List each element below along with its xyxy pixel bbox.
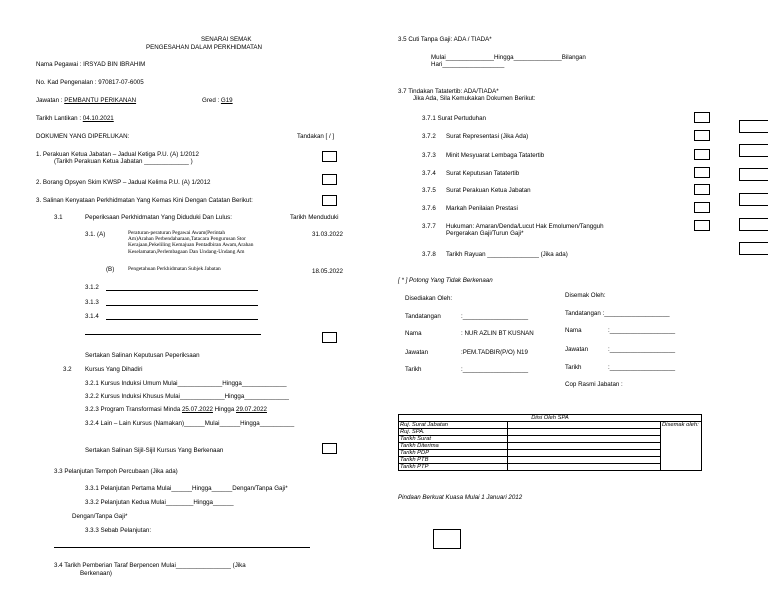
kursus-3-2-4: 3.2.4 Lain – Lain Kursus (Namakan)______Mulai______Hingga__________ (85, 420, 295, 427)
lanjut-3-3-1: 3.3.1 Pelanjutan Pertama Mulai______Hingga______Dengan/Tanpa Gaji* (85, 485, 288, 492)
blank-box[interactable] (433, 529, 461, 549)
jawatan-value: PEMBANTU PERIKANAN (64, 97, 137, 104)
checkbox-item-1[interactable] (322, 151, 337, 162)
lanjut-3-3-3: 3.3.3 Sebab Pelanjutan: (85, 527, 152, 534)
spa-row-value[interactable] (508, 464, 661, 471)
exam-extra-line (85, 328, 261, 335)
nama-pegawai: Nama Pegawai : IRSYAD BIN IBRAHIM (36, 61, 146, 68)
item-3-2-num: 3.2 (63, 366, 72, 373)
spa-row-label: Tarikh Surat (399, 436, 508, 443)
disediakan-oleh: Disediakan Oleh: (405, 295, 453, 302)
potong-note: [ * ] Potong Yang Tidak Berkenaan (398, 277, 493, 284)
checkbox-3-7-5[interactable] (694, 184, 710, 195)
tatatertib-3-7-2-num: 3.7.2 (422, 133, 436, 140)
spa-row-label: Tarikh Diterima (399, 443, 508, 450)
item-3: 3. Salinan Kenyataan Perkhidmatan Yang Kemas Kini Dengan Catatan Berikut: (36, 197, 253, 204)
spa-row-label: Tarikh PTP (399, 464, 508, 471)
item-3-7: 3.7 Tindakan Tatatertib: ADA/TIADA* (398, 88, 499, 95)
disemak-oleh-heading: Disemak Oleh: (565, 292, 606, 299)
item-1: 1. Perakuan Ketua Jabatan – Jadual Ketiga P.U. (A) 1/2012 (36, 151, 199, 158)
spa-row-value[interactable] (508, 457, 661, 464)
tatatertib-3-7-6: Markah Penilaian Prestasi (446, 205, 518, 212)
right-tarikh-value: :___________________ (608, 364, 676, 371)
spa-row-label: Ruj. Surat Jabatan (399, 422, 508, 429)
exam-3-1-4-num: 3.1.4 (85, 313, 99, 320)
tatatertib-3-7-1: 3.7.1 Surat Pertuduhan (422, 115, 486, 122)
item-3-1-num: 3.1 (54, 214, 63, 221)
jawatan-label: Jawatan : (36, 97, 65, 104)
dengan-tanpa-gaji: Dengan/Tanpa Gaji* (72, 513, 128, 520)
checkbox-3-7-6[interactable] (694, 202, 710, 213)
checkbox-extra-3[interactable] (739, 168, 768, 181)
spa-row-label: Ruj. SPA. (399, 429, 508, 436)
tatatertib-3-7-3: Minit Mesyuarat Lembaga Tatatertib (446, 152, 545, 159)
item-3-3: 3.3 Pelanjutan Tempoh Percubaan (Jika ada) (54, 468, 178, 475)
exam-b-date: 18.05.2022 (312, 268, 343, 275)
right-tandatangan: Tandatangan :___________________ (565, 310, 670, 317)
checkbox-extra-5[interactable] (739, 218, 768, 231)
item-3-5: 3.5 Cuti Tanpa Gaji: ADA / TIADA* (398, 36, 492, 43)
gred-value: G19 (220, 97, 233, 104)
left-jawatan-label: Jawatan (405, 349, 429, 356)
left-tandatangan-label: Tandatangan (405, 313, 441, 320)
checkbox-extra-4[interactable] (739, 193, 768, 206)
item-3-7-sub: Jika Ada, Sila Kemukakan Dokumen Berikut: (413, 95, 536, 102)
kursus-3-2-2: 3.2.2 Kursus Induksi Khusus Mulai_____________Hingga_____________ (85, 393, 290, 400)
kursus-3-2-3-start: 25.07.2022 (181, 406, 213, 413)
checkbox-3-7-7[interactable] (694, 220, 710, 231)
left-tarikh-label: Tarikh (405, 366, 422, 373)
blank-line (106, 284, 258, 291)
exam-3-1-3-num: 3.1.3 (85, 299, 99, 306)
exam-3-1-3 (85, 299, 258, 306)
blank-line (54, 541, 310, 548)
checkbox-extra-1[interactable] (739, 120, 768, 133)
kursus-3-2-1: 3.2.1 Kursus Induksi Umum Mulai_____________Hingga_____________ (85, 380, 287, 387)
checkbox-extra-2[interactable] (739, 144, 768, 157)
tatatertib-3-7-8: Tarikh Rayuan _______________ (Jika ada) (446, 251, 568, 258)
left-nama-label: Nama (405, 330, 422, 337)
spa-table (398, 414, 702, 471)
sertakan-keputusan: Sertakan Salinan Keputusan Peperiksaan (85, 352, 200, 359)
lantikan-row (36, 115, 114, 122)
tatatertib-3-7-6-num: 3.7.6 (422, 205, 436, 212)
spa-row-value[interactable] (508, 450, 661, 457)
checkbox-sijil[interactable] (322, 443, 337, 454)
lantikan-label: Tarikh Lantikan : (36, 115, 83, 122)
cop-rasmi: Cop Rasmi Jabatan : (565, 381, 623, 388)
tatatertib-3-7-5: Surat Perakuan Ketua Jabatan (446, 187, 531, 194)
title-line-1: SENARAI SEMAK (201, 36, 252, 43)
spa-row-value[interactable] (508, 436, 661, 443)
tandakan-heading: Tandakan [ / ] (297, 133, 335, 140)
tatatertib-3-7-8-num: 3.7.8 (422, 251, 436, 258)
blank-line (106, 313, 258, 320)
tatatertib-3-7-3-num: 3.7.3 (422, 152, 436, 159)
right-tarikh-label: Tarikh (565, 364, 582, 371)
item-3-4: 3.4 Tarikh Pemberian Taraf Berpencen Mulai________________ (Jika (54, 562, 246, 569)
tatatertib-3-7-7-sub: Pergerakan Gaji/Turun Gaji* (446, 230, 524, 237)
spa-row-value[interactable] (508, 422, 661, 429)
spa-row-label: Tarikh PDP (399, 450, 508, 457)
tarikh-menduduki: Tarikh Menduduki (290, 214, 339, 221)
tatatertib-3-7-5-num: 3.7.5 (422, 187, 436, 194)
exam-a-line-1: Peraturan-peraturan Pegawai Awam(Perintah (128, 230, 226, 236)
spa-row-value[interactable] (508, 429, 661, 436)
checkbox-exam[interactable] (322, 332, 337, 343)
tatatertib-3-7-4: Surat Keputusan Tatatertib (446, 170, 520, 177)
exam-a-date: 31.03.2022 (312, 231, 343, 238)
exam-3-1-4 (85, 313, 258, 320)
pindaan-note: Pindaan Berkuat Kuasa Mulai 1 Januari 2012 (398, 494, 523, 501)
title-line-2: PENGESAHAN DALAM PERKHIDMATAN (146, 44, 262, 51)
kursus-3-2-3-end: 29.07.2022 (236, 406, 267, 413)
lantikan-value: 04.10.2021 (82, 115, 114, 122)
gred-row (202, 97, 233, 104)
gred-label: Gred : (202, 97, 221, 104)
exam-b-text: Pengetahuan Perkhidmatan Subjek Jabatan (128, 266, 221, 272)
exam-a-line-3: Kerajaan,Pekeliling Kemajuan Pentadbiran Awam,Arahan (128, 242, 254, 249)
item-1-sub: (Tarikh Perakuan Ketua Jabatan _____________ ) (54, 158, 193, 165)
tatatertib-3-7-4-num: 3.7.4 (422, 170, 436, 177)
left-jawatan-value: :PEM.TADBIR(P/O) N19 (461, 349, 528, 356)
item-3-2: Kursus Yang Dihadiri (85, 366, 143, 373)
kad-pengenalan: No. Kad Pengenalan : 970817-07-6005 (36, 79, 144, 86)
exam-b-label: (B) (106, 266, 115, 273)
sebab-line (54, 541, 310, 548)
tatatertib-3-7-2: Surat Representasi (Jika Ada) (446, 133, 529, 140)
checkbox-extra-6[interactable] (739, 242, 768, 255)
cuti-mulai: Mulai______________Hingga______________Bilangan (431, 54, 586, 61)
cuti-hari: Hari__________________ (431, 61, 505, 68)
item-2: 2. Borang Opsyen Skim KWSP – Jadual Kelima P.U. (A) 1/2012 (36, 179, 211, 186)
left-tarikh-value: :___________________ (461, 366, 529, 373)
exam-a-line-2: Am)Arahan Perbendaharaan,Tatacara Pengurusan Stor (128, 236, 246, 243)
checkbox-item-2[interactable] (322, 174, 337, 185)
spa-disemak-cell: Disemak oleh: (661, 422, 702, 471)
item-3-4-sub: Berkenaan) (80, 570, 112, 577)
checkbox-3-7-4[interactable] (694, 167, 710, 178)
jawatan-row (36, 97, 136, 104)
spa-table-header: Diisi Oleh SPA (399, 415, 702, 422)
item-3-1: Peperiksaan Perkhidmatan Yang Diduduki Dan Lulus: (85, 214, 232, 221)
kursus-3-2-3 (85, 406, 267, 413)
exam-a-text (128, 230, 253, 255)
checkbox-3-7-2[interactable] (694, 130, 710, 141)
right-nama-value: :___________________ (608, 327, 676, 334)
tatatertib-3-7-7-num: 3.7.7 (422, 223, 436, 230)
kursus-3-2-3-hingga: Hingga (212, 406, 236, 413)
right-jawatan-label: Jawatan (565, 346, 589, 353)
checkbox-item-3[interactable] (322, 195, 337, 206)
left-tandatangan-value: :___________________ (461, 313, 529, 320)
tatatertib-3-7-7: Hukuman: Amaran/Denda/Lucut Hak Emolumen/Tangguh (446, 223, 604, 230)
exam-a-line-4: Keselamatan,Perlembagaan Dan Undang-Undang Am (128, 248, 245, 255)
checkbox-3-7-1[interactable] (694, 112, 710, 123)
lanjut-3-3-2: 3.3.2 Pelanjutan Kedua Mulai________Hingga______ (85, 499, 234, 506)
dokumen-heading: DOKUMEN YANG DIPERLUKAN: (36, 133, 130, 140)
checkbox-3-7-3[interactable] (694, 149, 710, 160)
left-nama-value: : NUR AZLIN BT KUSNAN (461, 330, 534, 337)
spa-row-value[interactable] (508, 443, 661, 450)
exam-3-1-2 (85, 284, 258, 291)
exam-3-1-2-num: 3.1.2 (85, 284, 99, 291)
sertakan-sijil: Sertakan Salinan Sijil-Sijil Kursus Yang Berkenaan (85, 447, 224, 454)
right-jawatan-value: :___________________ (608, 346, 676, 353)
blank-line (106, 299, 258, 306)
spa-row-label: Tarikh PTB (399, 457, 508, 464)
right-nama-label: Nama (565, 327, 582, 334)
exam-a-label: 3.1. (A) (85, 231, 106, 238)
blank-line (85, 328, 261, 335)
kursus-3-2-3-label: 3.2.3 Program Transformasi Minda (85, 406, 182, 413)
